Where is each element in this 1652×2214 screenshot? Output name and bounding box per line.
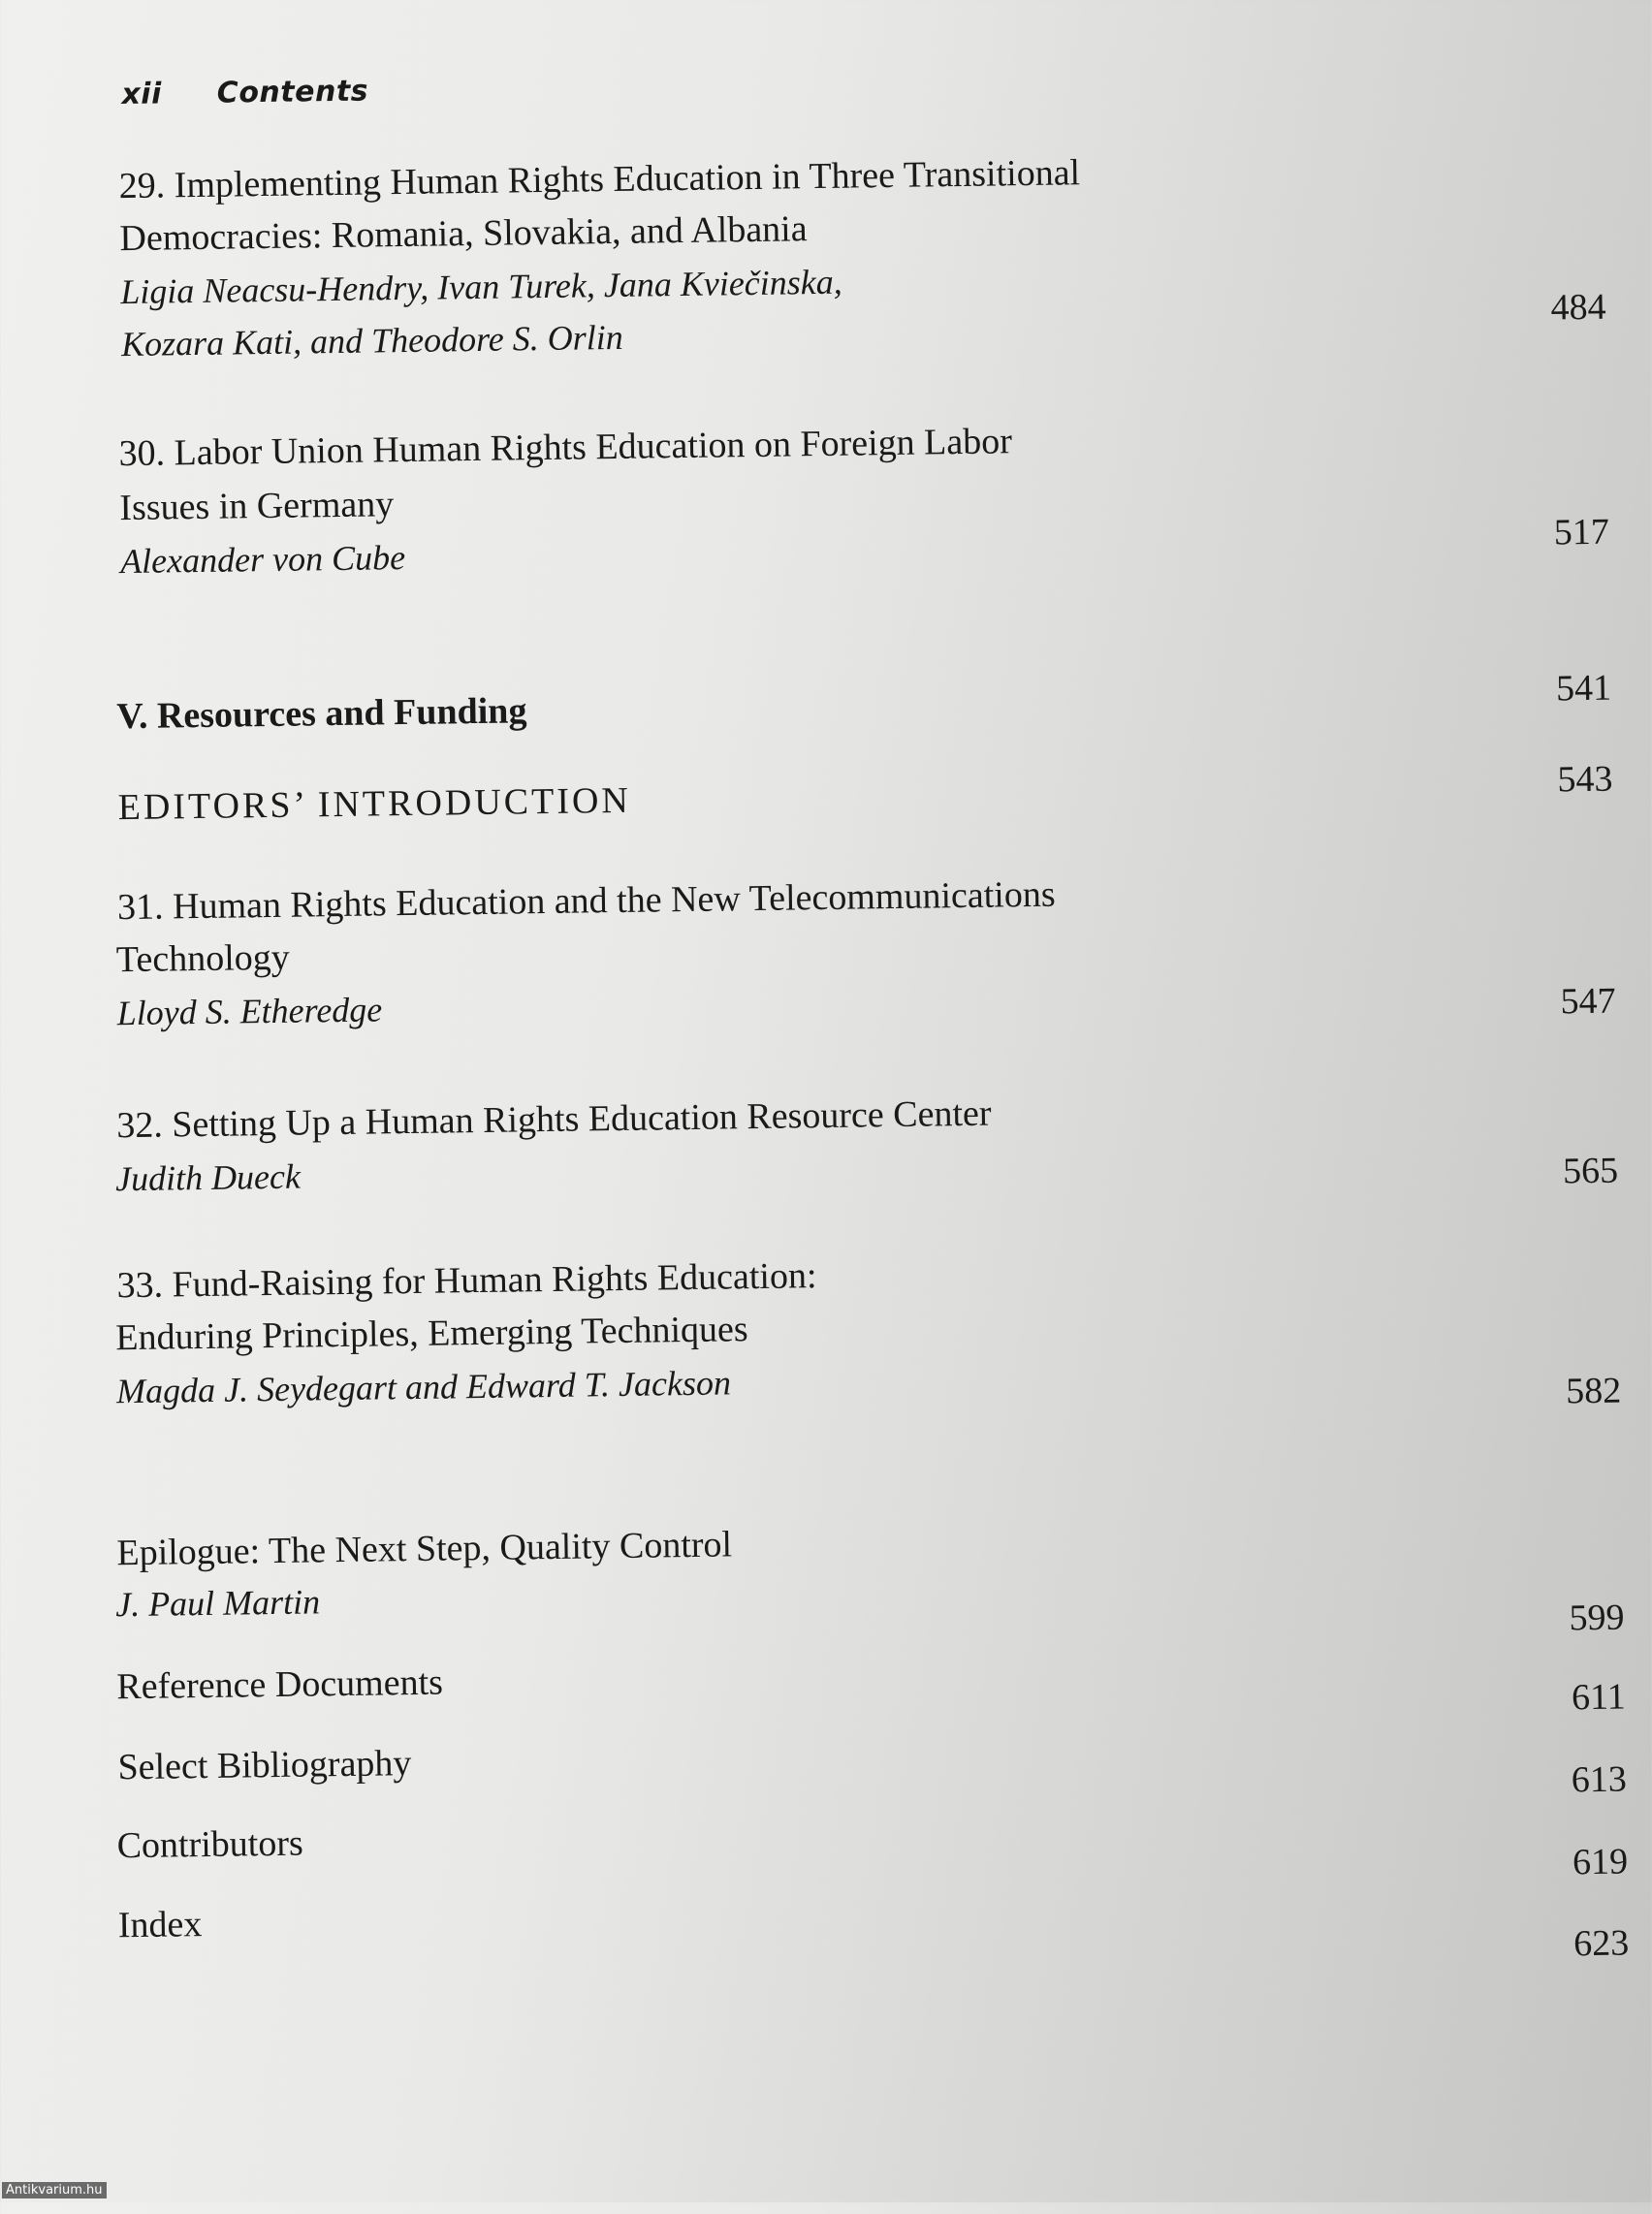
entry-authors: Magda J. Seydegart and Edward T. Jackson (115, 1363, 732, 1411)
entry-title-line: Index (117, 1904, 203, 1946)
site-watermark: Antikvarium.hu (2, 2182, 107, 2198)
entry-title-line: Democracies: Romania, Slovakia, and Albania (119, 208, 808, 260)
entry-page-number: 613 (1571, 1758, 1628, 1801)
entry-authors: Alexander von Cube (119, 538, 406, 582)
running-title: Contents (216, 74, 369, 111)
toc-contributors (10, 1799, 1652, 1883)
toc-section-v (0, 667, 1646, 738)
entry-page-number: 517 (1553, 511, 1610, 554)
entry-title-line: Reference Documents (116, 1661, 444, 1708)
entry-authors: Judith Dueck (114, 1156, 302, 1199)
entry-page-number: 623 (1573, 1922, 1630, 1965)
entry-title-line: Issues in Germany (119, 484, 395, 529)
entry-title-line: 29. Implementing Human Rights Education in Three Transitional (118, 152, 1081, 207)
entry-authors: J. Paul Martin (114, 1582, 321, 1625)
entry-title-line: 33. Fund-Raising for Human Rights Education: (116, 1255, 817, 1307)
entry-authors: Ligia Neacsu-Hendry, Ivan Turek, Jana Kviečinska, (119, 262, 843, 312)
running-header (121, 74, 368, 111)
toc-reference-documents (8, 1636, 1652, 1719)
entry-page-number: 484 (1550, 286, 1606, 329)
entry-page-number: 611 (1571, 1676, 1626, 1719)
page-folio: xii (121, 77, 163, 112)
toc-entry-30 (0, 395, 1642, 582)
editors-introduction-label: EDITORS’ INTRODUCTION (117, 779, 632, 829)
toc-entry-31 (0, 861, 1649, 1033)
entry-title-line: 32. Setting Up a Human Rights Education Resource Center (115, 1092, 992, 1147)
toc-epilogue (6, 1501, 1652, 1639)
entry-title-line: Epilogue: The Next Step, Quality Control (116, 1524, 733, 1574)
toc-entry-32 (0, 1079, 1652, 1199)
toc-editors-introduction (0, 758, 1647, 829)
entry-authors: Kozara Kati, and Theodore S. Orlin (120, 317, 623, 364)
entry-page-number: 619 (1572, 1841, 1629, 1883)
entry-page-number: 582 (1565, 1370, 1622, 1412)
toc-entry-29 (0, 124, 1638, 364)
section-heading: V. Resources and Funding (116, 690, 527, 738)
entry-page-number: 565 (1562, 1150, 1619, 1192)
entry-title-line: 30. Labor Union Human Rights Education on Foreign Labor (118, 421, 1013, 475)
entry-title-line: Enduring Principles, Emerging Techniques (115, 1309, 748, 1359)
toc-index (11, 1879, 1652, 1965)
entry-authors: Lloyd S. Etheredge (116, 990, 383, 1033)
entry-page-number: 599 (1569, 1597, 1625, 1639)
toc-select-bibliography (9, 1719, 1652, 1801)
entry-page-number: 543 (1557, 758, 1613, 801)
entry-title-line: 31. Human Rights Education and the New Telecommunications (116, 873, 1056, 929)
entry-page-number: 547 (1560, 980, 1616, 1023)
entry-title-line: Contributors (116, 1822, 304, 1867)
entry-title-line: Technology (115, 936, 291, 981)
entry-title-line: Select Bibliography (117, 1743, 412, 1788)
toc-entry-33 (2, 1239, 1652, 1412)
entry-page-number: 541 (1555, 667, 1612, 710)
